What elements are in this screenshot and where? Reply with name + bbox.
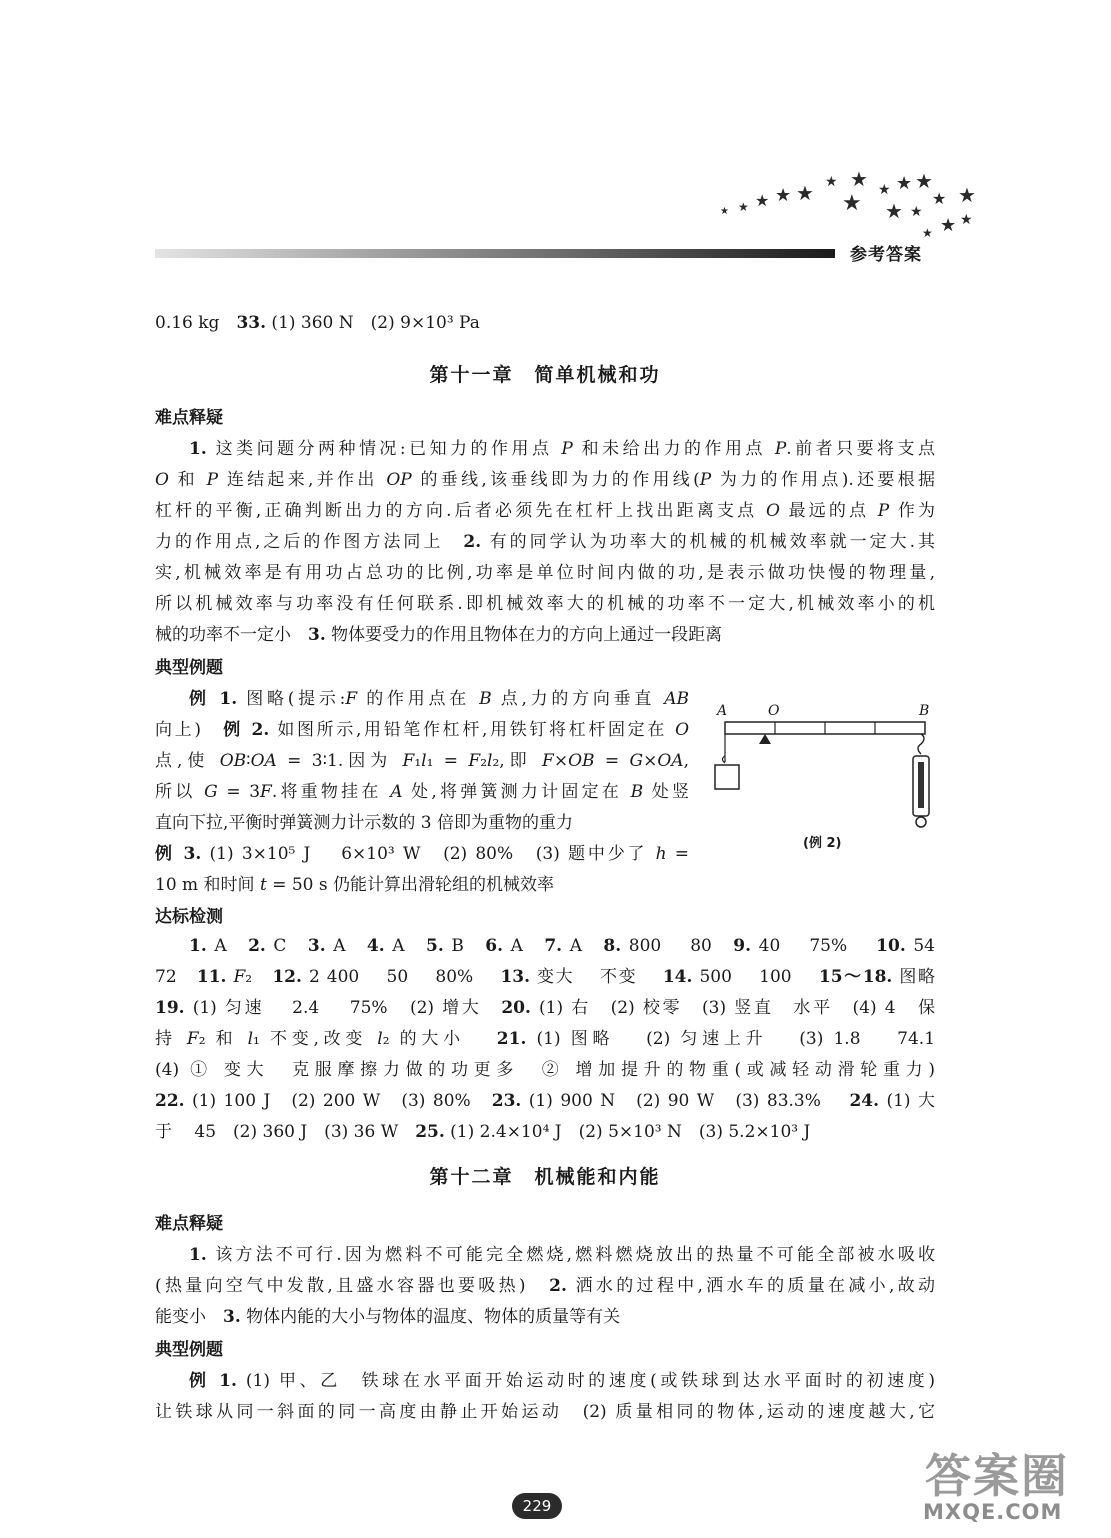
ch11-check-line: 22. (1) 100 J (2) 200 W (3) 80% 23. (1) 900 N (2) 90 W (3) 83.3% 24. (1) 大	[155, 1091, 935, 1111]
ch11-difficulty-line: 1. 这类问题分两种情况:已知力的作用点 P 和未给出力的作用点 P.前者只要将支点	[189, 439, 935, 459]
ch11-section-difficulty-title: 难点释疑	[155, 408, 223, 428]
ch12-difficulty-line: (热量向空气中发散,且盛水容器也要吸热) 2. 洒水的过程中,洒水车的质量在减小,故动	[155, 1276, 935, 1296]
star-icon: ★	[896, 173, 913, 194]
chapter-11-title: 第十一章 简单机械和功	[429, 364, 661, 386]
ch11-difficulty-line: 械的功率不一定小 3. 物体要受力的作用且物体在力的方向上通过一段距离	[155, 625, 723, 645]
star-icon: ★	[775, 185, 792, 206]
ch12-example-line: 例 1. (1) 甲、乙 铁球在水平面开始运动时的速度(或铁球到达水平面时的初速度)	[189, 1371, 935, 1391]
ch11-check-line: 1. A 2. C 3. A 4. A 5. B 6. A 7. A 8. 800 80 9. 40 75% 10. 54	[189, 936, 935, 956]
ch11-check-line: 72 11. F₂ 12. 2 400 50 80% 13. 变大 不变 14. 500 100 15～18. 图略	[155, 967, 936, 987]
figure-label-o: O	[768, 703, 780, 719]
ch11-section-examples-title: 典型例题	[155, 658, 223, 678]
star-icon: ★	[960, 212, 973, 228]
ch11-difficulty-line: 实,机械效率是有用功占总功的比例,功率是单位时间内做的功,是表示做功快慢的物理量,	[155, 563, 935, 583]
star-icon: ★	[825, 174, 838, 190]
ch12-section-examples-title: 典型例题	[155, 1340, 223, 1360]
ch12-difficulty-line: 1. 该方法不可行.因为燃料不可能完全燃烧,燃料燃烧放出的热量不可能全部被水吸收	[189, 1245, 935, 1265]
top-answer-line: 0.16 kg 33. (1) 360 N (2) 9×10³ Pa	[155, 313, 480, 333]
figure-label-a: A	[717, 703, 728, 719]
star-icon: ★	[878, 182, 891, 198]
ch11-check-line: (4) ① 变大 克服摩擦力做的功更多 ② 增加提升的物重(或减轻动滑轮重力)	[155, 1060, 935, 1080]
header-label: 参考答案	[850, 245, 922, 265]
ch11-difficulty-line: O 和 P 连结起来,并作出 OP 的垂线,该垂线即为力的作用线(P 为力的作用点).还要根据	[155, 470, 935, 490]
page-number: 229	[512, 1493, 562, 1519]
ch11-check-line: 19. (1) 匀速 2.4 75% (2) 增大 20. (1) 右 (2) 校零 (3) 竖直 水平 (4) 4 保	[155, 998, 935, 1018]
lever-diagram	[705, 700, 945, 830]
ch11-example-line: 10 m 和时间 t = 50 s 仍能计算出滑轮组的机械效率	[155, 875, 555, 895]
ch11-difficulty-line: 力的作用点,之后的作图方法同上 2. 有的同学认为功率大的机械的机械效率就一定大.其	[155, 532, 935, 552]
watermark	[895, 1440, 1100, 1538]
figure-label-b: B	[919, 703, 930, 719]
ch11-section-check-title: 达标检测	[155, 907, 223, 927]
ch11-example-line: 向上) 例 2. 如图所示,用铅笔作杠杆,用铁钉将杠杆固定在 O	[155, 720, 690, 740]
star-icon: ★	[796, 181, 814, 205]
ch11-check-line: 于 45 (2) 360 J (3) 36 W 25. (1) 2.4×10⁴ J (2) 5×10³ N (3) 5.2×10³ J	[155, 1122, 811, 1142]
ch12-difficulty-line: 能变小 3. 物体内能的大小与物体的温度、物体的质量等有关	[155, 1307, 621, 1327]
ch11-example-line: 直向下拉,平衡时弹簧测力计示数的 3 倍即为重物的重力	[155, 813, 574, 833]
ch11-example-line: 点,使 OB∶OA = 3∶1.因为 F₁l₁ = F₂l₂,即 F×OB = G×OA,	[155, 751, 689, 771]
star-icon: ★	[842, 191, 862, 216]
star-icon: ★	[755, 191, 770, 210]
star-icon: ★	[932, 189, 947, 208]
watermark-site: MXQE.COM	[923, 1500, 1063, 1524]
star-icon: ★	[738, 200, 749, 214]
figure-caption: (例 2)	[803, 836, 842, 851]
header-rule	[155, 249, 835, 258]
star-icon: ★	[915, 169, 933, 193]
ch11-example-line: 所以 G = 3F.将重物挂在 A 处,将弹簧测力计固定在 B 处竖	[155, 782, 690, 802]
star-icon: ★	[720, 206, 729, 217]
star-icon: ★	[910, 204, 923, 220]
watermark-logo: 答案圈	[925, 1449, 1069, 1503]
ch11-check-line: 持 F₂ 和 l₁ 不变,改变 l₂ 的大小 21. (1) 图略 (2) 匀速上升 (3) 1.8 74.1	[155, 1029, 936, 1049]
ch11-example-line: 例 1. 图略(提示:F 的作用点在 B 点,力的方向垂直 AB	[189, 689, 690, 709]
ch12-example-line: 让铁球从同一斜面的同一高度由静止开始运动 (2) 质量相同的物体,运动的速度越大,它	[155, 1402, 935, 1422]
ch11-difficulty-line: 所以机械效率与功率没有任何联系.即机械效率大的机械的功率不一定大,机械效率小的机	[155, 594, 935, 614]
star-icon: ★	[958, 183, 976, 207]
star-icon: ★	[885, 199, 903, 223]
ch12-section-difficulty-title: 难点释疑	[155, 1214, 223, 1234]
star-icon: ★	[922, 226, 933, 240]
chapter-12-title: 第十二章 机械能和内能	[429, 1166, 661, 1188]
ch11-example-line: 例 3. (1) 3×10⁵ J 6×10³ W (2) 80% (3) 题中少了 h =	[155, 844, 689, 864]
ch11-difficulty-line: 杠杆的平衡,正确判断出力的方向.后者必须先在杠杆上找出距离支点 O 最远的点 P 作为	[155, 501, 935, 521]
star-icon: ★	[940, 215, 957, 236]
star-icon: ★	[850, 167, 868, 191]
